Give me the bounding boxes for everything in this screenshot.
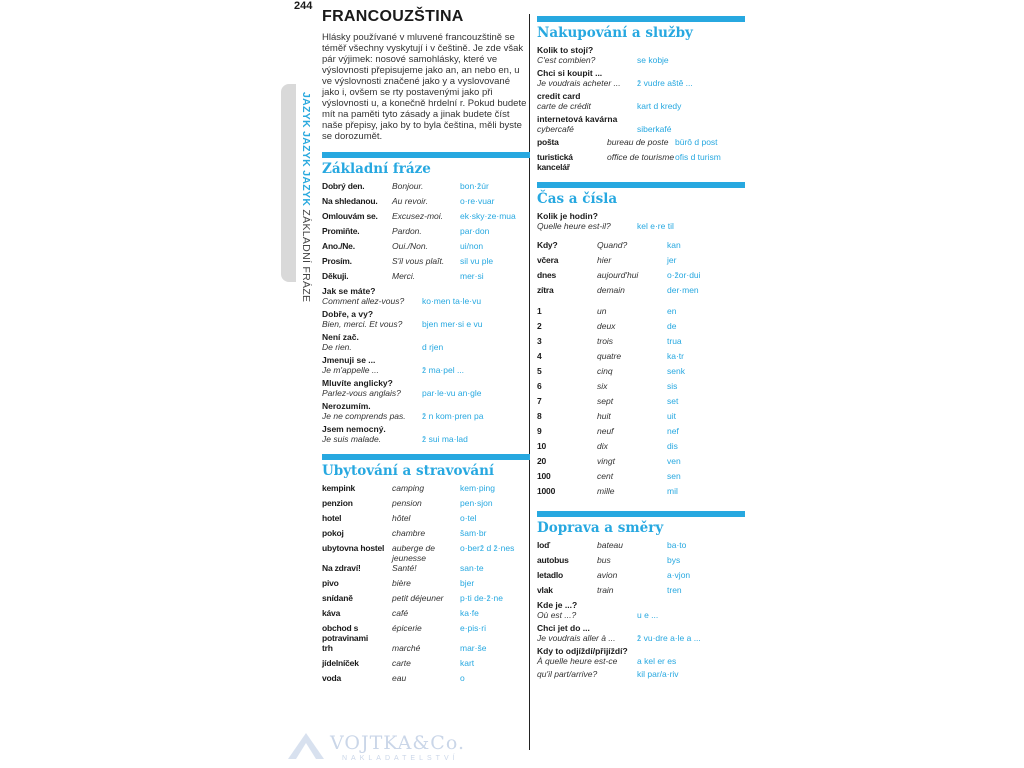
phrase-continuation <box>537 669 745 679</box>
pronunciation: par·don <box>460 226 490 236</box>
side-running-head <box>300 92 312 302</box>
pronunciation: ka·fe <box>460 608 479 618</box>
french-text: Je suis malade. <box>322 434 382 444</box>
french-text: Bien, merci. Et vous? <box>322 319 403 329</box>
french-text: train <box>597 585 614 595</box>
pronunciation: ž sui ma·lad <box>422 434 468 444</box>
pronunciation: bjen mer·si e vu <box>422 319 483 329</box>
pronunciation: par·le·vu an·gle <box>422 388 482 398</box>
intro-paragraph: Hlásky používané v mluvené francouzštině se téměř všechny vyskytují i v češtině. Je zde však pár výjimek: nosové samohlásky, které ve výslovnosti přepisujeme jako an, an nebo en, u ve výslovnosti značené jako y a vyslovované jako i, ovšem se rty postavenými jako při výslovnosti u, a konečně hrdelní r. Pokud budete mít na paměti tyto zásady a jinak budete číst naše přepisy, jako by to byla čeština, měli byste se dorozumět. <box>322 32 527 142</box>
czech-text: Kdy? <box>537 240 558 250</box>
section-title: Základní fráze <box>322 161 431 177</box>
phrase-row <box>537 411 745 426</box>
side-language-label: JAZYK JAZYK JAZYK <box>300 92 312 207</box>
phrase-row <box>537 285 745 300</box>
pronunciation: o·žor·dui <box>667 270 701 280</box>
phrase-row <box>537 321 745 336</box>
phrase-row <box>322 226 530 241</box>
czech-text: Kolik to stojí? <box>537 45 594 55</box>
pronunciation: a·vjon <box>667 570 691 580</box>
pronunciation: ž vudre aště ... <box>637 78 693 88</box>
phrase-row <box>322 643 530 658</box>
french-text: bateau <box>597 540 623 550</box>
phrase-row <box>537 486 745 501</box>
czech-text: internetová kavárna <box>537 114 618 124</box>
pronunciation: o·re·vuar <box>460 196 495 206</box>
pronunciation: ba·to <box>667 540 687 550</box>
pronunciation: ka·tr <box>667 351 684 361</box>
french-text: Excusez-moi. <box>392 211 444 221</box>
phrase-block <box>537 91 745 111</box>
pronunciation: e·pis·ri <box>460 623 486 633</box>
phrase-block <box>322 378 530 398</box>
czech-text: jídelníček <box>322 658 359 668</box>
phrase-row <box>322 543 530 563</box>
pronunciation: ui/non <box>460 241 484 251</box>
czech-text: Omlouvám se. <box>322 211 378 221</box>
french-text: quatre <box>597 351 622 361</box>
pronunciation: de <box>667 321 677 331</box>
czech-text: Jmenuji se ... <box>322 355 376 365</box>
czech-text: Chci si koupit ... <box>537 68 603 78</box>
french-text: Où est ...? <box>537 610 577 620</box>
czech-text: hotel <box>322 513 342 523</box>
phrase-row <box>322 658 530 673</box>
phrase-block <box>322 424 530 444</box>
french-text: qu'il part/arrive? <box>537 669 598 679</box>
czech-text: zítra <box>537 285 554 295</box>
czech-text: turistická kancelář <box>537 152 573 172</box>
french-text: sept <box>597 396 614 406</box>
phrase-row <box>322 528 530 543</box>
shopping-stacked-list <box>537 45 745 88</box>
pronunciation: set <box>667 396 679 406</box>
czech-text: 6 <box>537 381 542 391</box>
french-text: bureau de poste <box>607 137 669 147</box>
french-text: À quelle heure est-ce <box>537 656 618 666</box>
pronunciation: bürô d post <box>675 137 718 147</box>
french-text: six <box>597 381 608 391</box>
phrase-block <box>322 355 530 375</box>
czech-text: 4 <box>537 351 542 361</box>
phrase-row <box>537 336 745 351</box>
french-text: De rien. <box>322 342 352 352</box>
czech-text: 100 <box>537 471 551 481</box>
french-text: auberge de jeunesse <box>392 543 436 563</box>
french-text: Pardon. <box>392 226 422 236</box>
section-header-lodging <box>322 454 530 479</box>
phrase-row <box>537 570 745 585</box>
czech-text: káva <box>322 608 341 618</box>
french-text: trois <box>597 336 614 346</box>
czech-text: Jak se máte? <box>322 286 376 296</box>
phrase-row <box>322 241 530 256</box>
french-text: carte <box>392 658 411 668</box>
pronunciation: kel e·re til <box>637 221 674 231</box>
time-list <box>537 240 745 300</box>
phrase-row <box>322 196 530 211</box>
french-text: petit déjeuner <box>392 593 444 603</box>
pronunciation: kil par/a·riv <box>637 669 679 679</box>
czech-text: Není zač. <box>322 332 359 342</box>
pronunciation: kem·ping <box>460 483 495 493</box>
publisher-subtitle: NAKLADATELSTVÍ <box>342 755 459 762</box>
czech-text: vlak <box>537 585 553 595</box>
phrase-row <box>537 585 745 600</box>
lodging-list <box>322 483 530 688</box>
french-text: Bonjour. <box>392 181 424 191</box>
numbers-list <box>537 306 745 501</box>
section-header-shopping <box>537 16 745 41</box>
pronunciation: d rjen <box>422 342 444 352</box>
czech-text: 3 <box>537 336 542 346</box>
pronunciation: kan <box>667 240 681 250</box>
french-text: Merci. <box>392 271 416 281</box>
czech-text: Dobrý den. <box>322 181 365 191</box>
french-text: marché <box>392 643 421 653</box>
czech-text: Kde je ...? <box>537 600 578 610</box>
section-header-time <box>537 182 745 207</box>
french-text: Oui./Non. <box>392 241 428 251</box>
czech-text: 2 <box>537 321 542 331</box>
phrase-block <box>537 600 745 620</box>
pronunciation: sen <box>667 471 681 481</box>
phrase-row <box>322 256 530 271</box>
french-text: demain <box>597 285 625 295</box>
czech-text: Kdy to odjíždí/přijíždí? <box>537 646 628 656</box>
phrase-row <box>322 513 530 528</box>
phrase-block <box>322 332 530 352</box>
shopping-list <box>537 137 745 172</box>
pronunciation: tren <box>667 585 682 595</box>
phrase-row <box>322 181 530 196</box>
phrase-row <box>322 483 530 498</box>
phrase-row <box>322 498 530 513</box>
czech-text: Jsem nemocný. <box>322 424 386 434</box>
pronunciation: mer·si <box>460 271 484 281</box>
french-text: Je m'appelle ... <box>322 365 379 375</box>
phrase-row <box>537 426 745 441</box>
page-number: 244 <box>294 0 313 12</box>
czech-text: pivo <box>322 578 339 588</box>
czech-text: Dobře, a vy? <box>322 309 374 319</box>
phrase-row <box>537 366 745 381</box>
french-text: huit <box>597 411 611 421</box>
czech-text: voda <box>322 673 342 683</box>
pronunciation: senk <box>667 366 685 376</box>
phrase-row <box>537 540 745 555</box>
pronunciation: ž vu·dre a·le a ... <box>637 633 701 643</box>
czech-text: 9 <box>537 426 542 436</box>
phrase-row <box>322 673 530 688</box>
side-tab <box>281 84 296 282</box>
side-section-label: ZÁKLADNÍ FRÁZE <box>300 209 312 303</box>
publisher-watermark <box>286 729 516 768</box>
french-text: un <box>597 306 607 316</box>
czech-text: obchod s potravinami <box>322 623 368 643</box>
french-text: office de tourisme <box>607 152 675 162</box>
czech-text: 5 <box>537 366 542 376</box>
pronunciation: ek·sky·ze·mua <box>460 211 516 221</box>
czech-text: letadlo <box>537 570 563 580</box>
page-title: FRANCOUZŠTINA <box>322 8 464 25</box>
phrase-row <box>322 211 530 226</box>
section-title: Čas a čísla <box>537 191 618 207</box>
left-column <box>322 8 530 688</box>
right-column <box>537 12 745 682</box>
french-text: bus <box>597 555 611 565</box>
phrase-block <box>537 45 745 65</box>
french-text: Parlez-vous anglais? <box>322 388 401 398</box>
czech-text: Promiňte. <box>322 226 360 236</box>
french-text: hôtel <box>392 513 411 523</box>
french-text: deux <box>597 321 616 331</box>
czech-text: Mluvíte anglicky? <box>322 378 393 388</box>
pronunciation: ž ma·pel ... <box>422 365 465 375</box>
phrase-row <box>322 563 530 578</box>
french-text: Santé! <box>392 563 417 573</box>
phrase-block <box>537 646 745 666</box>
pronunciation: siberkafé <box>637 124 672 134</box>
phrase-block <box>537 114 745 134</box>
publisher-name: VOJTKA&Co. <box>330 732 465 754</box>
french-text: cybercafé <box>537 124 574 134</box>
czech-text: penzion <box>322 498 353 508</box>
section-title: Doprava a směry <box>537 520 664 536</box>
pronunciation: šam·br <box>460 528 487 538</box>
czech-text: Chci jet do ... <box>537 623 590 633</box>
french-text: S'il vous plaît. <box>392 256 445 266</box>
phrase-row <box>322 578 530 593</box>
section-header-transport <box>537 511 745 536</box>
french-text: Quelle heure est-il? <box>537 221 611 231</box>
pronunciation: trua <box>667 336 682 346</box>
czech-text: pošta <box>537 137 559 147</box>
phrase-row <box>537 351 745 366</box>
phrase-row <box>322 593 530 608</box>
french-text: pension <box>392 498 422 508</box>
french-text: hier <box>597 255 612 265</box>
phrase-block <box>537 211 745 231</box>
phrase-row <box>537 270 745 285</box>
french-text: Je voudrais acheter ... <box>537 78 621 88</box>
french-text: épicerie <box>392 623 422 633</box>
czech-text: pokoj <box>322 528 344 538</box>
czech-text: trh <box>322 643 333 653</box>
pronunciation: p·ti de·ž·ne <box>460 593 503 603</box>
pronunciation: kart <box>460 658 475 668</box>
basic-phrases-list <box>322 181 530 286</box>
pronunciation: sis <box>667 381 678 391</box>
pronunciation: ž n kom·pren pa <box>422 411 484 421</box>
pronunciation: o <box>460 673 465 683</box>
czech-text: včera <box>537 255 559 265</box>
czech-text: 20 <box>537 456 547 466</box>
french-text: eau <box>392 673 407 683</box>
french-text: C'est combien? <box>537 55 596 65</box>
french-text: cinq <box>597 366 613 376</box>
czech-text: Kolik je hodin? <box>537 211 598 221</box>
french-text: dix <box>597 441 608 451</box>
phrase-row <box>537 441 745 456</box>
pronunciation: kart d kredy <box>637 101 682 111</box>
phrase-row <box>322 608 530 623</box>
czech-text: loď <box>537 540 551 550</box>
french-text: neuf <box>597 426 614 436</box>
czech-text: Děkuji. <box>322 271 349 281</box>
czech-text: dnes <box>537 270 557 280</box>
czech-text: ubytovna hostel <box>322 543 385 553</box>
pronunciation: ko·men ta·le·vu <box>422 296 482 306</box>
pronunciation: bys <box>667 555 681 565</box>
czech-text: 8 <box>537 411 542 421</box>
pronunciation: ven <box>667 456 681 466</box>
french-text: cent <box>597 471 614 481</box>
pronunciation: pen·sjon <box>460 498 493 508</box>
french-text: vingt <box>597 456 615 466</box>
time-stacked-list <box>537 211 745 231</box>
czech-text: Nerozumím. <box>322 401 371 411</box>
czech-text: credit card <box>537 91 581 101</box>
pronunciation: o·tel <box>460 513 477 523</box>
czech-text: autobus <box>537 555 569 565</box>
french-text: Comment allez-vous? <box>322 296 405 306</box>
phrase-row <box>537 306 745 321</box>
transport-list <box>537 540 745 600</box>
shopping-stacked-list-2 <box>537 91 745 134</box>
phrase-row <box>537 137 745 152</box>
french-text: Quand? <box>597 240 628 250</box>
phrase-row <box>537 471 745 486</box>
czech-text: Ano./Ne. <box>322 241 355 251</box>
french-text: aujourd'hui <box>597 270 639 280</box>
french-text: Je ne comprends pas. <box>322 411 406 421</box>
pronunciation: en <box>667 306 677 316</box>
phrase-row <box>537 555 745 570</box>
czech-text: kempink <box>322 483 356 493</box>
pronunciation: a kel er es <box>637 656 677 666</box>
pronunciation: nef <box>667 426 679 436</box>
phrase-row <box>537 396 745 411</box>
french-text: bière <box>392 578 411 588</box>
phrase-row <box>537 381 745 396</box>
french-text: Au revoir. <box>392 196 429 206</box>
pronunciation: uit <box>667 411 676 421</box>
phrase-row <box>322 623 530 643</box>
french-text: mille <box>597 486 615 496</box>
section-title: Ubytování a stravování <box>322 463 495 479</box>
czech-text: Na shledanou. <box>322 196 378 206</box>
pronunciation: u e ... <box>637 610 659 620</box>
czech-text: 10 <box>537 441 547 451</box>
french-text: café <box>392 608 409 618</box>
phrase-row <box>322 271 530 286</box>
pronunciation: sil vu ple <box>460 256 494 266</box>
pronunciation: bjer <box>460 578 475 588</box>
phrase-row <box>537 255 745 270</box>
phrase-row <box>537 240 745 255</box>
french-text: chambre <box>392 528 426 538</box>
czech-text: Prosím. <box>322 256 352 266</box>
section-header-basic <box>322 152 530 177</box>
czech-text: 1000 <box>537 486 556 496</box>
pronunciation: o·berž d ž·nes <box>460 543 515 553</box>
czech-text: 1 <box>537 306 542 316</box>
pronunciation: se kobje <box>637 55 669 65</box>
phrase-block <box>322 401 530 421</box>
french-text: avion <box>597 570 618 580</box>
basic-stacked-list <box>322 286 530 444</box>
phrase-block <box>537 68 745 88</box>
french-text: camping <box>392 483 425 493</box>
czech-text: Na zdraví! <box>322 563 361 573</box>
pronunciation: san·te <box>460 563 484 573</box>
french-text: carte de crédit <box>537 101 591 111</box>
pronunciation: bon·žúr <box>460 181 489 191</box>
section-title: Nakupování a služby <box>537 25 693 41</box>
phrase-row <box>537 152 745 172</box>
publisher-logo-icon <box>286 729 326 763</box>
transport-stacked-list <box>537 600 745 666</box>
pronunciation: ofis d turism <box>675 152 721 162</box>
phrase-block <box>537 623 745 643</box>
pronunciation: der·men <box>667 285 699 295</box>
pronunciation: mar·še <box>460 643 487 653</box>
french-text: Je voudrais aller à ... <box>537 633 616 643</box>
phrase-row <box>537 456 745 471</box>
phrase-block <box>322 286 530 306</box>
czech-text: snídaně <box>322 593 353 603</box>
czech-text: 7 <box>537 396 542 406</box>
phrase-block <box>322 309 530 329</box>
pronunciation: dis <box>667 441 678 451</box>
pronunciation: jer <box>667 255 677 265</box>
pronunciation: mil <box>667 486 678 496</box>
